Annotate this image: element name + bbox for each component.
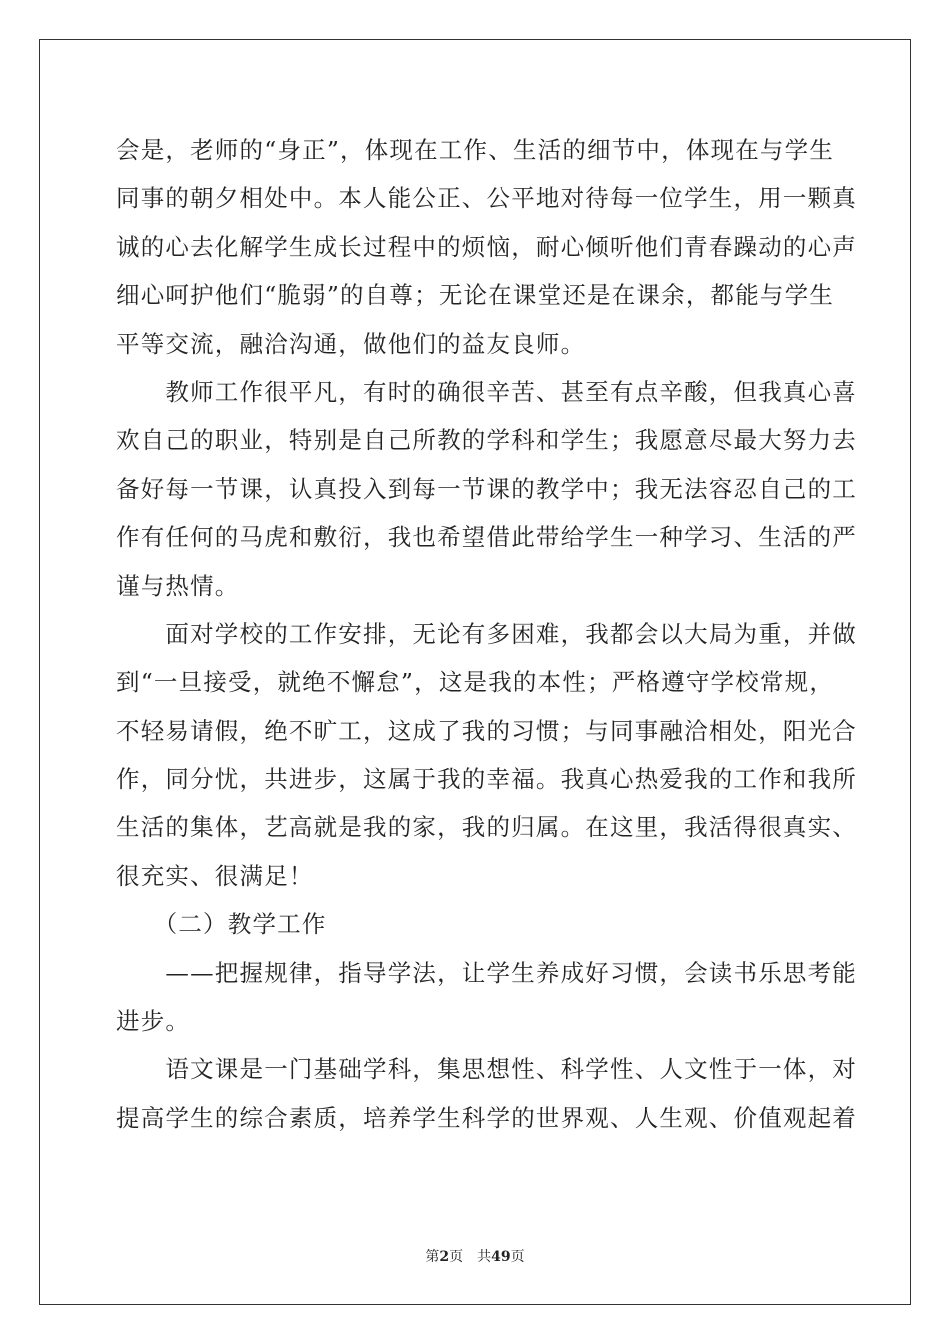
page-footer <box>0 1246 950 1266</box>
footer-prefix: 第 <box>425 1249 440 1265</box>
section-heading: （二）教学工作 <box>116 910 327 939</box>
text-line: 教师工作很平凡，有时的确很辛苦、甚至有点辛酸，但我真心喜 <box>116 377 857 406</box>
text-line: 诚的心去化解学生成长过程中的烦恼，耐心倾听他们青春躁动的心声 <box>116 232 857 261</box>
text-line: 谨与热情。 <box>116 571 240 600</box>
text-line: 生活的集体，艺高就是我的家，我的归属。在这里，我活得很真实、 <box>116 813 857 842</box>
text-line: 细心呵护他们“脆弱”的自尊；无论在课堂还是在课余，都能与学生 <box>116 281 835 310</box>
text-line: 提高学生的综合素质，培养学生科学的世界观、人生观、价值观起着 <box>116 1103 857 1132</box>
text-line: 作有任何的马虎和敷衍，我也希望借此带给学生一种学习、生活的严 <box>116 523 857 552</box>
text-line: 语文课是一门基础学科，集思想性、科学性、人文性于一体，对 <box>116 1055 857 1084</box>
total-page-count: 49 <box>491 1249 511 1265</box>
footer-suffix: 页 <box>510 1249 525 1265</box>
text-line: 到“一旦接受，就绝不懈怠”，这是我的本性；严格遵守学校常规， <box>116 668 835 697</box>
text-line: 平等交流，融洽沟通，做他们的益友良师。 <box>116 329 586 358</box>
text-line: 作，同分忧，共进步，这属于我的幸福。我真心热爱我的工作和我所 <box>116 765 857 794</box>
footer-middle: 页 共 <box>449 1249 492 1265</box>
text-line: 进步。 <box>116 1007 191 1036</box>
text-line: 面对学校的工作安排，无论有多困难，我都会以大局为重，并做 <box>116 619 857 648</box>
text-line: ——把握规律，指导学法，让学生养成好习惯，会读书乐思考能 <box>116 958 857 987</box>
text-line: 同事的朝夕相处中。本人能公正、公平地对待每一位学生，用一颗真 <box>116 184 857 213</box>
current-page-number: 2 <box>439 1249 450 1265</box>
text-line: 会是，老师的“身正”，体现在工作、生活的细节中，体现在与学生 <box>116 136 835 164</box>
text-line: 很充实、很满足！ <box>116 861 314 890</box>
text-line: 欢自己的职业，特别是自己所教的学科和学生；我愿意尽最大努力去 <box>116 426 857 455</box>
document-body <box>116 126 857 1142</box>
text-line: 不轻易请假，绝不旷工，这成了我的习惯；与同事融洽相处，阳光合 <box>116 716 857 745</box>
text-line: 备好每一节课，认真投入到每一节课的教学中；我无法容忍自己的工 <box>116 474 857 503</box>
